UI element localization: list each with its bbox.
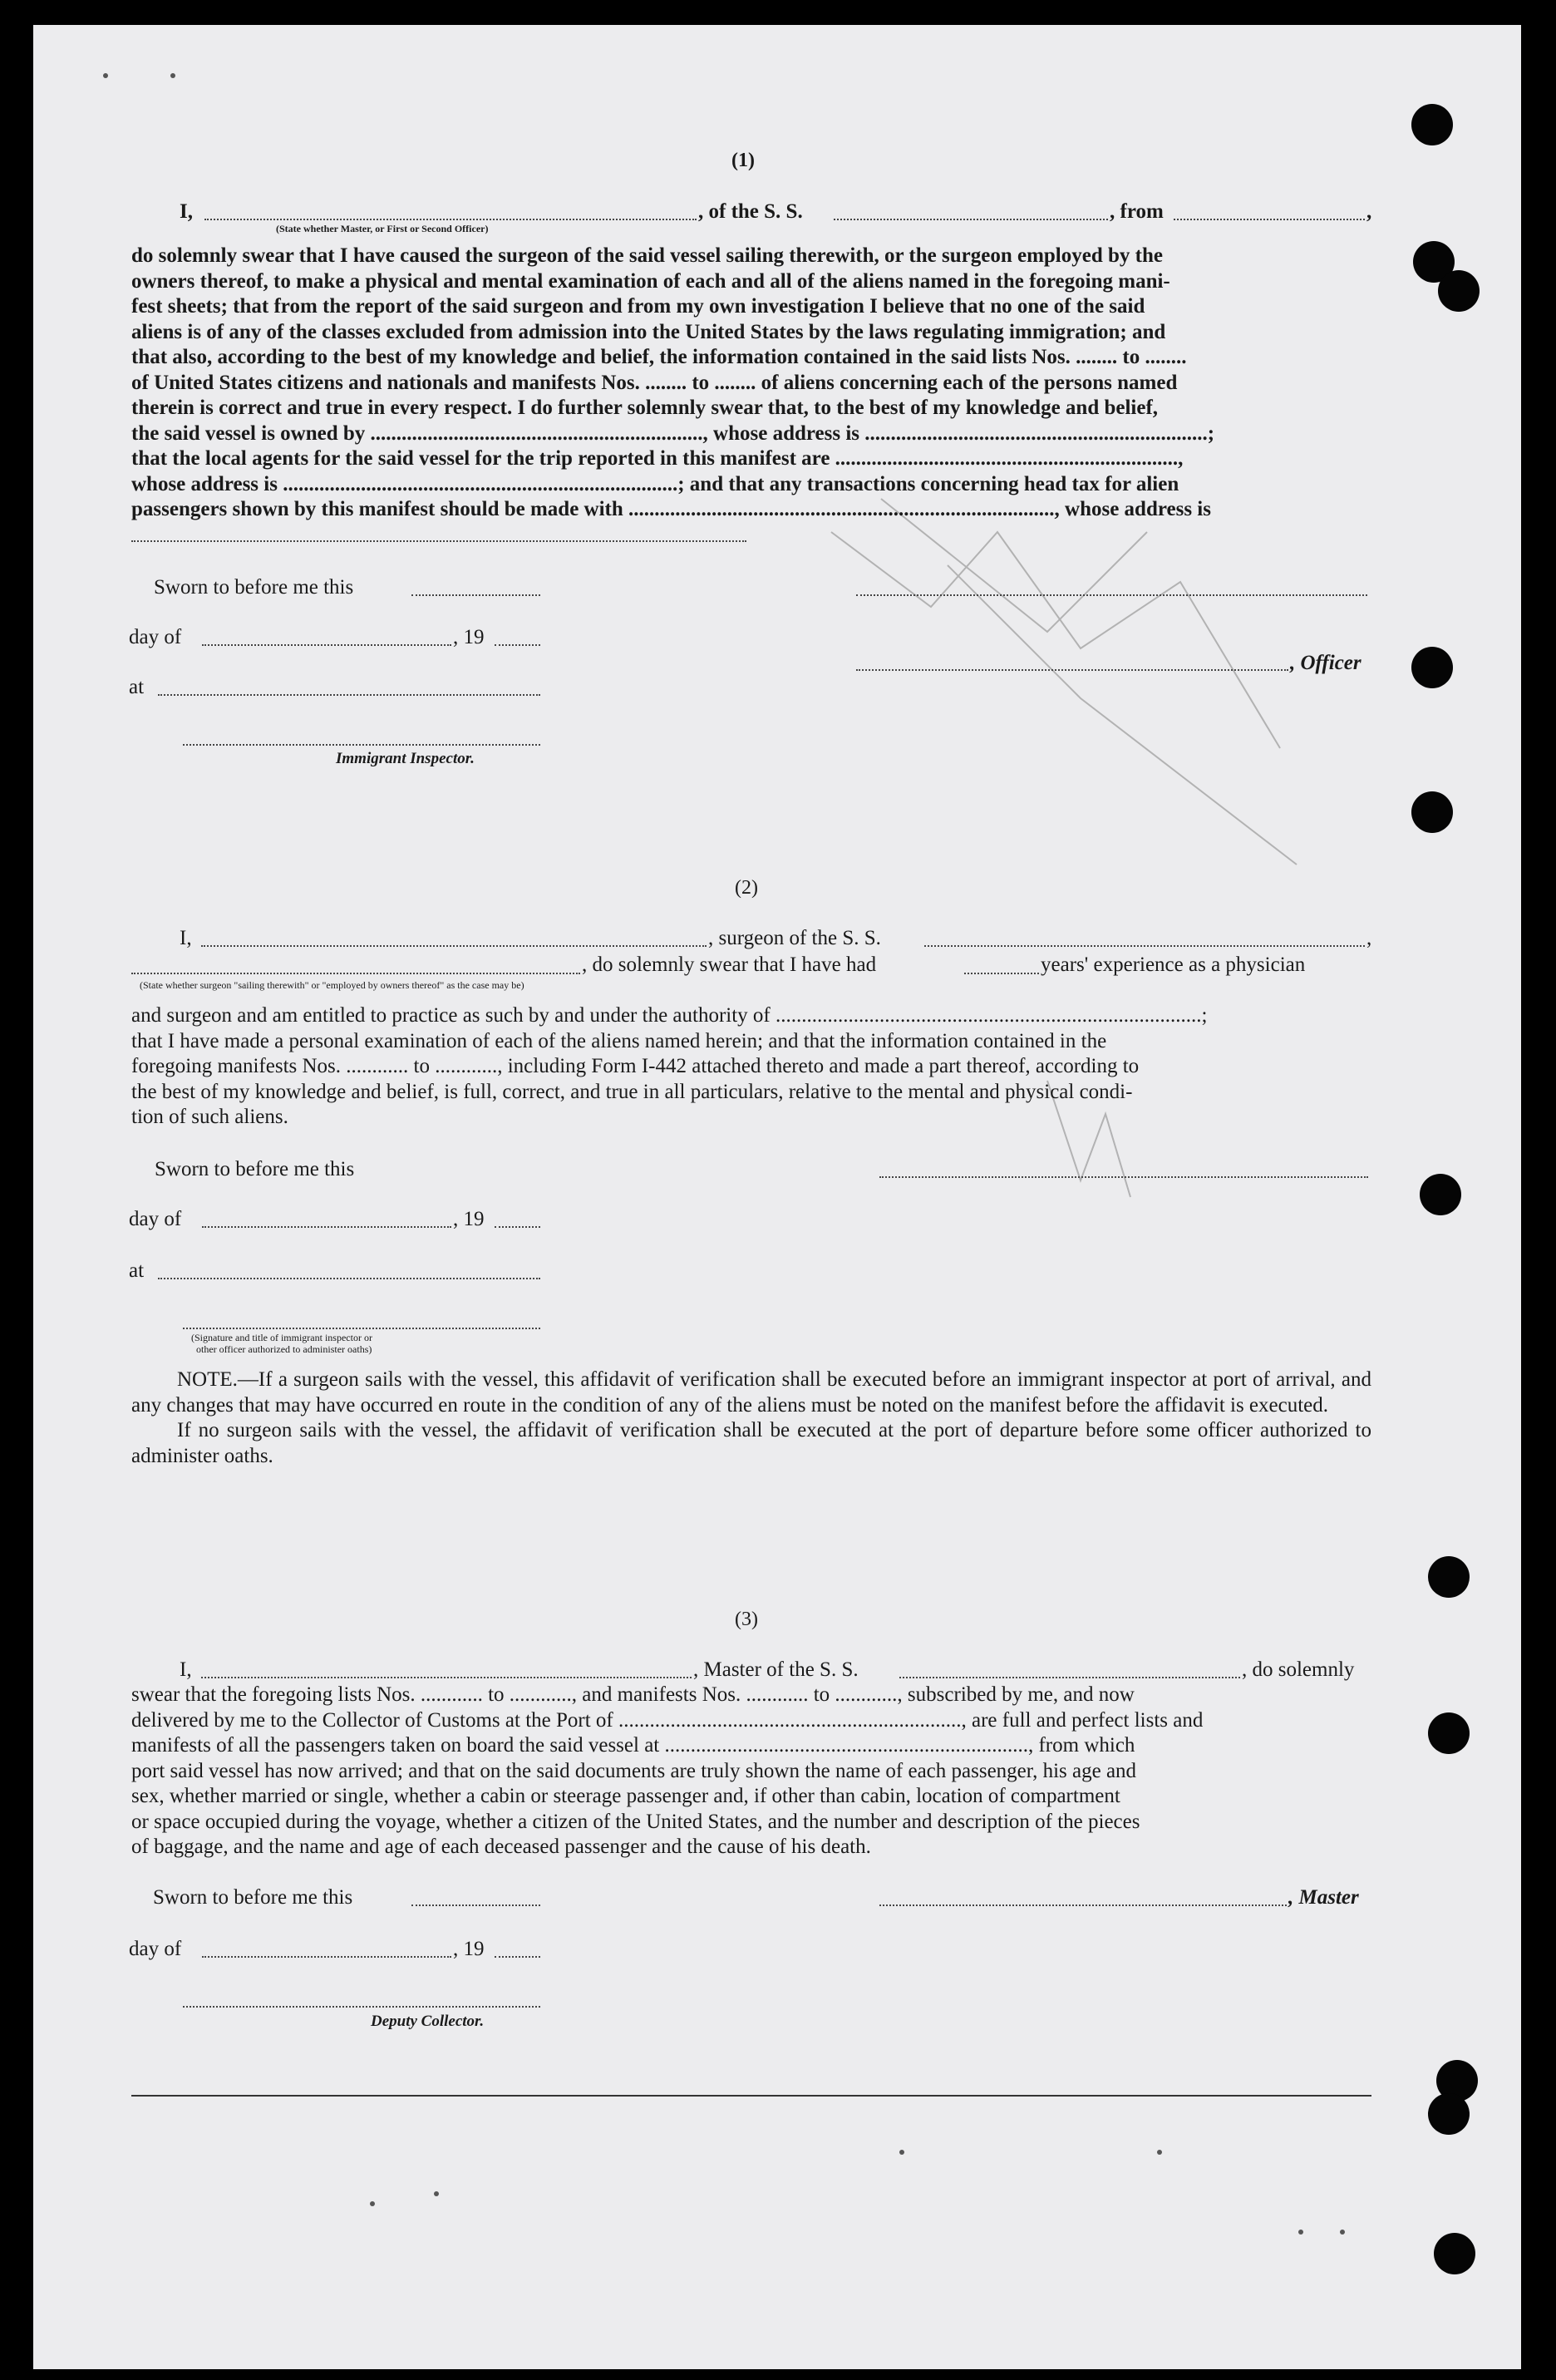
note-paragraph: If no surgeon sails with the vessel, the affidavit of verification shall be executed at the port of departure before some officer authorized to administer oaths. [131,1419,1371,1467]
inspector-label: Immigrant Inspector. [336,750,475,767]
day-of-field[interactable] [202,644,451,646]
section-2-body [131,1003,1371,1131]
section-3-body [131,1683,1371,1860]
section-1-opening-line [180,200,193,224]
surgeon-name-field[interactable] [201,945,707,947]
body-line: aliens is of any of the classes excluded from admission into the United States by the laws regulating immigration; and [131,320,1166,343]
label-years-experience: years' experience as a physician [1041,953,1306,976]
label-do-solemnly: , do solemnly [1242,1658,1355,1681]
speck [170,73,175,78]
label-comma: , [1366,927,1372,949]
collector-signature-field[interactable] [183,2006,540,2008]
label-i: I, [180,1658,192,1681]
sworn-date-field[interactable] [411,1904,540,1906]
label-i: I, [180,927,192,949]
label-swear-had: , do solemnly swear that I have had [582,953,877,976]
at-place-field[interactable] [158,1278,540,1279]
surgeon-status-caption: (State whether surgeon "sailing therewith" or "employed by owners thereof" as the case may be) [140,979,524,991]
day-of-field[interactable] [202,1226,451,1228]
at-label: at [129,676,145,698]
speck [103,73,108,78]
binder-hole [1434,2233,1475,2274]
master-name-field[interactable] [201,1677,692,1678]
body-line: owners thereof, to make a physical and mental examination of each and all of the aliens named in the foregoing mani- [131,269,1170,293]
master-vessel-field[interactable] [899,1677,1240,1678]
body-line: therein is correct and true in every respect. I do further solemnly swear that, to the best of my knowledge and belief, [131,397,1159,419]
label-from: , from [1110,200,1164,223]
section-3-number: (3) [735,1609,758,1630]
note-paragraph: NOTE.—If a surgeon sails with the vessel, this affidavit of verification shall be executed before an immigrant inspector at port of arrival, and any changes that may have occurred en route in the condition of any of the aliens must be noted on the manifest before the affidavit is executed. [131,1368,1371,1417]
officer-signature-line-1[interactable] [856,594,1367,596]
section-1-body [131,244,1371,523]
section-2-number: (2) [735,877,758,899]
body-line: delivered by me to the Collector of Customs at the Port of .................................................................., are full and perfect lists and [131,1708,1204,1732]
body-line: and surgeon and am entitled to practice as such by and under the authority of ..................................................................................; [131,1004,1208,1027]
sworn-label: Sworn to before me this [155,1158,355,1180]
year-label: , 19 [453,1208,485,1230]
binder-hole [1411,791,1453,833]
year-label: , 19 [453,626,485,648]
label-master-of-ss: , Master of the S. S. [693,1658,859,1681]
day-of-field[interactable] [202,1956,451,1958]
body-line: do solemnly swear that I have caused the surgeon of the said vessel sailing therewith, or the surgeon employed by the [131,244,1163,267]
body-line: tion of such aliens. [131,1106,288,1128]
inspector-signature-field[interactable] [183,1328,540,1329]
section-2-note [131,1367,1371,1469]
sworn-date-field[interactable] [411,594,540,596]
at-place-field[interactable] [158,694,540,696]
day-of-label: day of [129,1938,182,1960]
surgeon-signature-field[interactable] [879,1176,1368,1178]
body-line: foregoing manifests Nos. ............ to ............, including Form I-442 attached thereto and made a part thereof, according to [131,1055,1140,1077]
binder-hole [1428,2093,1470,2135]
section-1-number: (1) [731,150,755,171]
body-line: that also, according to the best of my knowledge and belief, the information contained in the said lists Nos. ........ to ........ [131,346,1187,368]
officer-name-field[interactable] [204,219,697,220]
year-field[interactable] [495,1226,540,1228]
speck [370,2201,375,2206]
signature-caption-line-2: other officer authorized to administer oaths) [196,1343,372,1355]
body-line: the best of my knowledge and belief, is full, correct, and true in all particulars, relative to the mental and physical condi- [131,1080,1133,1103]
body-line: port said vessel has now arrived; and that on the said documents are truly shown the name of each passenger, his age and [131,1759,1137,1782]
officer-signature-line-2[interactable] [856,669,1288,671]
year-field[interactable] [495,1956,540,1958]
binder-hole [1428,1712,1470,1754]
label-comma: , [1366,200,1372,223]
body-line: swear that the foregoing lists Nos. ............ to ............, and manifests Nos. ............ to ............, subscribed by me, and now [131,1683,1135,1706]
year-label: , 19 [453,1938,485,1960]
binder-hole [1420,1174,1461,1215]
year-field[interactable] [495,644,540,646]
speck [434,2191,439,2196]
body-line: that I have made a personal examination of each of the aliens named herein; and that the information contained in the [131,1029,1107,1052]
speck [899,2150,904,2155]
officer-label: , Officer [1290,652,1362,674]
label-surgeon-of-ss: , surgeon of the S. S. [708,927,881,949]
body-line: sex, whether married or single, whether a cabin or steerage passenger and, if other than cabin, location of compartment [131,1785,1120,1807]
body-line: manifests of all the passengers taken on board the said vessel at ......................................................................, from which [131,1734,1135,1757]
address-continuation-field[interactable] [131,540,746,542]
collector-label: Deputy Collector. [371,2013,485,2030]
speck [1157,2150,1162,2155]
surgeon-vessel-field[interactable] [924,945,1365,947]
binder-hole [1411,104,1453,145]
binder-hole [1438,270,1480,312]
inspector-signature-field[interactable] [183,744,540,746]
day-of-label: day of [129,626,182,648]
body-line: passengers shown by this manifest should be made with .................................................................................., whose address is [131,498,1211,520]
body-line: of United States citizens and nationals and manifests Nos. ........ to ........ of aliens concerning each of the persons named [131,371,1178,394]
day-of-label: day of [129,1208,182,1230]
speck [1340,2230,1345,2235]
sworn-label: Sworn to before me this [154,576,354,599]
signature-caption-line-1: (Signature and title of immigrant inspector or [191,1332,372,1343]
bottom-divider [131,2095,1371,2097]
master-signature-field[interactable] [879,1904,1287,1906]
at-label: at [129,1259,145,1282]
binder-hole [1428,1556,1470,1598]
body-line: or space occupied during the voyage, whether a citizen of the United States, and the number and description of the pieces [131,1810,1140,1833]
years-experience-field[interactable] [964,973,1039,974]
master-label: , Master [1288,1886,1359,1909]
body-line: fest sheets; that from the report of the said surgeon and from my own investigation I believe that no one of the said [131,295,1145,318]
label-of-ss: , of the S. S. [698,200,803,223]
body-line: the said vessel is owned by ................................................................, whose address is ..................................................................; [131,421,1215,445]
binder-hole [1411,647,1453,688]
vessel-name-field[interactable] [834,219,1108,220]
body-line: of baggage, and the name and age of each deceased passenger and the cause of his death. [131,1836,871,1858]
departure-port-field[interactable] [1174,219,1365,220]
label-i: I, [180,200,193,223]
sworn-label: Sworn to before me this [153,1886,353,1909]
surgeon-status-field[interactable] [131,973,580,974]
body-line: that the local agents for the said vessel for the trip reported in this manifest are .................................................................., [131,447,1184,470]
body-line: whose address is ............................................................................; and that any transactions concerning head tax for alien [131,472,1179,495]
officer-caption: (State whether Master, or First or Second Officer) [276,223,489,234]
speck [1298,2230,1303,2235]
